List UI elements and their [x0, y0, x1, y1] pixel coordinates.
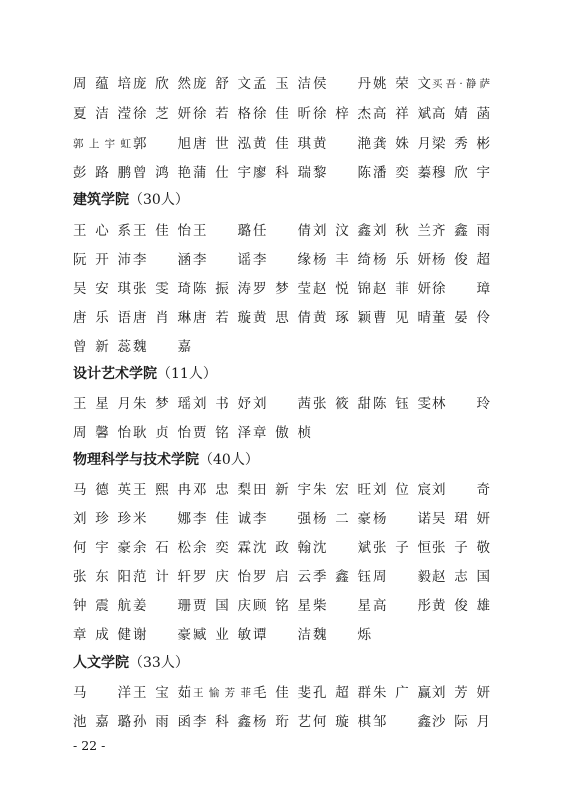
person-name: 沈斌 — [313, 540, 371, 556]
person-name: 张筱甜 — [313, 396, 371, 412]
section-heading — [73, 363, 217, 385]
person-name: 姚荣文 — [373, 76, 431, 92]
person-name: 陈钰雯 — [373, 396, 431, 412]
person-name: 王宝茹 — [133, 685, 191, 701]
person-name: 任倩 — [253, 223, 311, 239]
person-name: 王愉芳菲 — [193, 687, 251, 699]
person-name: 刘珍珍 — [73, 511, 131, 527]
person-name: 毛佳斐 — [253, 685, 311, 701]
page-number: - 22 - — [73, 738, 106, 753]
person-name: 杨二豪 — [313, 511, 371, 527]
person-name: 杨珩艺 — [253, 714, 311, 730]
person-name: 吴珺妍 — [432, 511, 490, 527]
person-name: 赵菲妍 — [373, 281, 431, 297]
person-name: 阮开沛 — [73, 252, 131, 268]
person-name: 王星月 — [73, 396, 131, 412]
person-name: 沙际月 — [432, 714, 490, 730]
person-name: 林玲 — [432, 396, 490, 412]
name-row — [0, 335, 565, 359]
person-name: 周蕴培 — [73, 76, 131, 92]
section-count: （11人） — [157, 366, 217, 382]
person-name: 沈政翰 — [253, 540, 311, 556]
person-name: 高彤 — [373, 598, 431, 614]
person-name: 王熙冉 — [133, 482, 191, 498]
person-name: 孔超群 — [313, 685, 371, 701]
person-name: 唐乐语 — [73, 310, 131, 326]
person-name: 张子恒 — [373, 540, 431, 556]
person-name: 马洋 — [73, 685, 131, 701]
section-title: 物理科学与技术学院 — [73, 452, 199, 468]
person-name: 范计轩 — [133, 569, 191, 585]
name-row — [0, 710, 565, 734]
person-name: 孟玉洁 — [253, 76, 311, 92]
person-name: 买吾·静萨 — [432, 78, 490, 90]
person-name: 黄思倩 — [253, 310, 311, 326]
person-name: 何宇豪 — [73, 540, 131, 556]
name-row — [0, 478, 565, 502]
person-name: 唐若璇 — [193, 310, 251, 326]
person-name: 耿贞怡 — [133, 425, 191, 441]
person-name: 田新宇 — [253, 482, 311, 498]
section-heading — [73, 449, 259, 471]
person-name: 马德英 — [73, 482, 131, 498]
person-name: 黎陈 — [313, 165, 371, 181]
section-count: （33人） — [129, 655, 189, 671]
person-name: 刘汶鑫 — [313, 223, 371, 239]
person-name: 李涵 — [133, 252, 191, 268]
section-title: 设计艺术学院 — [73, 366, 157, 382]
person-name: 孙雨函 — [133, 714, 191, 730]
person-name: 黄琢颖 — [313, 310, 371, 326]
person-name: 潘奕蓁 — [373, 165, 431, 181]
person-name: 章成健 — [73, 627, 131, 643]
person-name: 穆欣宇 — [432, 165, 490, 181]
person-name: 庞欣然 — [133, 76, 191, 92]
person-name: 何璇棋 — [313, 714, 371, 730]
person-name: 朱梦瑶 — [133, 396, 191, 412]
name-row — [0, 102, 565, 126]
section-title: 人文学院 — [73, 655, 129, 671]
section-count: （40人） — [199, 452, 259, 468]
person-name: 章傲桢 — [253, 425, 311, 441]
person-name: 杨乐妍 — [373, 252, 431, 268]
person-name: 李谣 — [193, 252, 251, 268]
name-row — [0, 594, 565, 618]
person-name: 徐佳昕 — [253, 106, 311, 122]
person-name: 李强 — [253, 511, 311, 527]
person-name: 米娜 — [133, 511, 191, 527]
person-name: 曾鸿艳 — [133, 165, 191, 181]
name-row — [0, 248, 565, 272]
name-row — [0, 219, 565, 243]
person-name: 廖科瑞 — [253, 165, 311, 181]
person-name: 钟震航 — [73, 598, 131, 614]
person-name: 董晏伶 — [432, 310, 490, 326]
person-name: 王佳怡 — [133, 223, 191, 239]
person-name: 黄滟 — [313, 136, 371, 152]
section-count: （30人） — [129, 192, 189, 208]
person-name: 梁秀彬 — [432, 136, 490, 152]
person-name: 徐璋 — [432, 281, 490, 297]
person-name: 徐芝妍 — [133, 106, 191, 122]
person-name: 赵悦锦 — [313, 281, 371, 297]
name-row — [0, 681, 565, 705]
person-name: 魏嘉 — [133, 339, 191, 355]
person-name: 唐肖琳 — [133, 310, 191, 326]
person-name: 刘书妤 — [193, 396, 251, 412]
person-name: 周馨怡 — [73, 425, 131, 441]
name-row — [0, 161, 565, 185]
person-name: 罗庆怡 — [193, 569, 251, 585]
person-name: 余石松 — [133, 540, 191, 556]
person-name: 庞舒文 — [193, 76, 251, 92]
name-row — [0, 421, 565, 445]
person-name: 李科鑫 — [193, 714, 251, 730]
name-row — [0, 132, 565, 156]
person-name: 吴安琪 — [73, 281, 131, 297]
person-name: 张子敬 — [432, 540, 490, 556]
name-row — [0, 565, 565, 589]
person-name: 季鑫钰 — [313, 569, 371, 585]
person-name: 刘秋兰 — [373, 223, 431, 239]
person-name: 谢豪 — [133, 627, 191, 643]
person-name: 周毅 — [373, 569, 431, 585]
name-row — [0, 306, 565, 330]
person-name: 刘茜 — [253, 396, 311, 412]
person-name: 黄佳琪 — [253, 136, 311, 152]
person-name: 徐若格 — [193, 106, 251, 122]
person-name: 侯丹 — [313, 76, 371, 92]
person-name: 贾铭泽 — [193, 425, 251, 441]
person-name: 陈振涛 — [193, 281, 251, 297]
person-name: 曹见晴 — [373, 310, 431, 326]
person-name: 罗启云 — [253, 569, 311, 585]
section-heading — [73, 652, 189, 674]
name-row — [0, 392, 565, 416]
person-name: 朱宏旺 — [313, 482, 371, 498]
person-name: 刘位宸 — [373, 482, 431, 498]
person-name: 杨诺 — [373, 511, 431, 527]
section-title: 建筑学院 — [73, 192, 129, 208]
person-name: 高祥斌 — [373, 106, 431, 122]
person-name: 刘奇 — [432, 482, 490, 498]
person-name: 臧业敏 — [193, 627, 251, 643]
person-name: 池嘉璐 — [73, 714, 131, 730]
person-name: 唐世泓 — [193, 136, 251, 152]
person-name: 张雯琦 — [133, 281, 191, 297]
person-name: 杨俊超 — [432, 252, 490, 268]
name-row — [0, 507, 565, 531]
person-name: 张东阳 — [73, 569, 131, 585]
name-row — [0, 72, 565, 96]
person-name: 龚姝月 — [373, 136, 431, 152]
person-name: 姜珊 — [133, 598, 191, 614]
name-row — [0, 277, 565, 301]
person-name: 赵志国 — [432, 569, 490, 585]
person-name: 王璐 — [193, 223, 251, 239]
person-name: 曾新蕊 — [73, 339, 131, 355]
person-name: 谭洁 — [253, 627, 311, 643]
person-name: 余奕霖 — [193, 540, 251, 556]
person-name: 夏洁滢 — [73, 106, 131, 122]
person-name: 贾国庆 — [193, 598, 251, 614]
person-name: 邓忠梨 — [193, 482, 251, 498]
person-name: 黄俊雄 — [432, 598, 490, 614]
person-name: 刘芳妍 — [432, 685, 490, 701]
person-name: 王心系 — [73, 223, 131, 239]
name-row — [0, 536, 565, 560]
person-name: 顾铭星 — [253, 598, 311, 614]
person-name: 郭上宇虹 — [73, 138, 131, 150]
person-name: 李佳诚 — [193, 511, 251, 527]
person-name: 齐鑫雨 — [432, 223, 490, 239]
person-name: 李缘 — [253, 252, 311, 268]
person-name: 柴星 — [313, 598, 371, 614]
person-name: 罗梦莹 — [253, 281, 311, 297]
person-name: 杨丰绮 — [313, 252, 371, 268]
section-heading — [73, 189, 189, 211]
person-name: 徐梓杰 — [313, 106, 371, 122]
person-name: 郭旭 — [133, 136, 191, 152]
person-name: 朱广赢 — [373, 685, 431, 701]
name-row — [0, 623, 565, 647]
person-name: 彭路鹏 — [73, 165, 131, 181]
person-name: 蒲仕宇 — [193, 165, 251, 181]
person-name: 魏烁 — [313, 627, 371, 643]
person-name: 邹鑫 — [373, 714, 431, 730]
person-name: 高婧菡 — [432, 106, 490, 122]
